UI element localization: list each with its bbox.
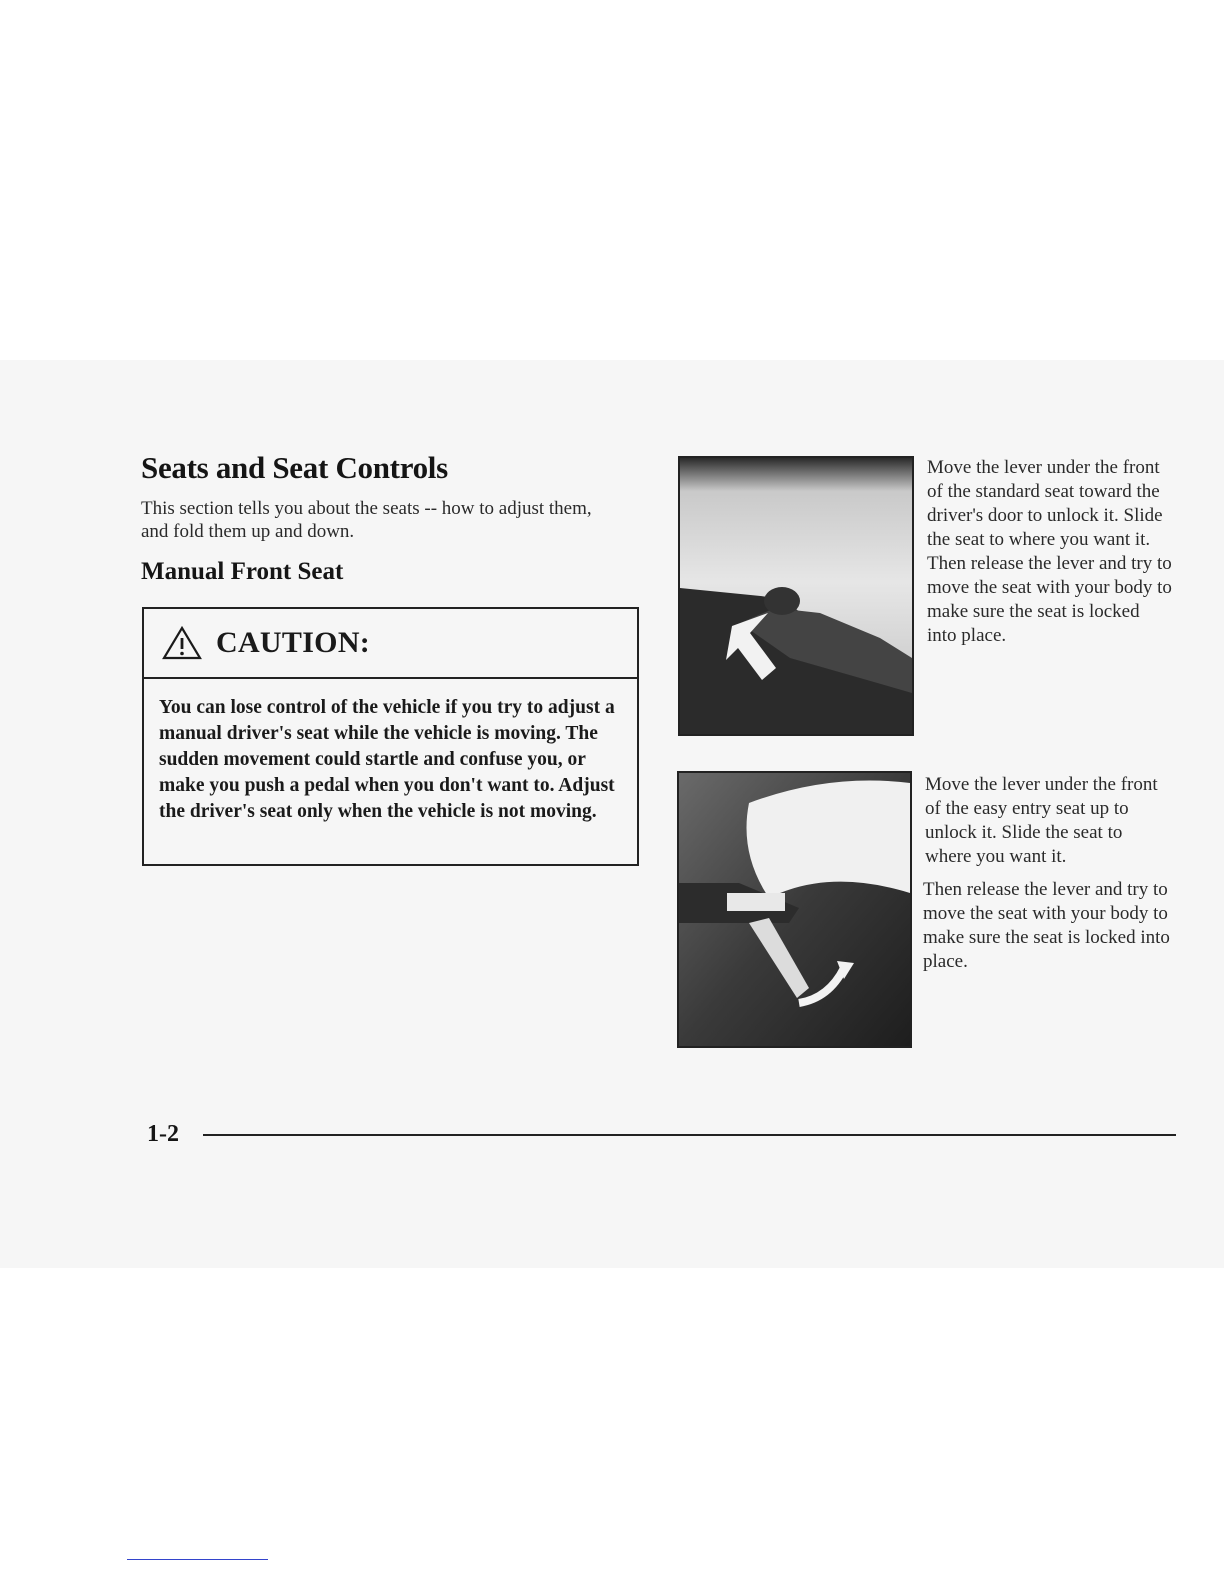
easy-entry-seat-instructions: Move the lever under the front of the easy entry seat up to unlock it. Slide the seat to where you want it.	[925, 774, 1158, 867]
section-heading: Manual Front Seat	[141, 558, 344, 585]
link-underline	[127, 1559, 268, 1560]
easy-entry-seat-lever-photo	[677, 771, 912, 1048]
page-title: Seats and Seat Controls	[141, 450, 448, 485]
footer-rule	[203, 1134, 1176, 1136]
intro-paragraph: This section tells you about the seats -- how to adjust them, and fold them up and down.	[141, 498, 592, 542]
caution-label: CAUTION:	[216, 626, 371, 659]
page-number: 1-2	[147, 1121, 179, 1147]
warning-triangle-icon	[162, 626, 202, 660]
standard-seat-lever-photo	[678, 456, 914, 736]
caution-text: You can lose control of the vehicle if you try to adjust a manual driver's seat while the vehicle is moving. The sudden movement could startle and confuse you, or make you push a pedal when you don't want to. Adjust the driver's seat only when the vehicle is not moving.	[159, 697, 615, 822]
caution-box	[142, 607, 639, 866]
caution-header	[144, 609, 637, 679]
easy-entry-seat-instructions-continued: Then release the lever and try to move the seat with your body to make sure the seat is locked into place.	[923, 879, 1170, 972]
standard-seat-instructions: Move the lever under the front of the standard seat toward the driver's door to unlock it. Slide the seat to where you want it. Then release the lever and try to move the seat with your body to make sure the seat is locked into place.	[927, 457, 1172, 646]
